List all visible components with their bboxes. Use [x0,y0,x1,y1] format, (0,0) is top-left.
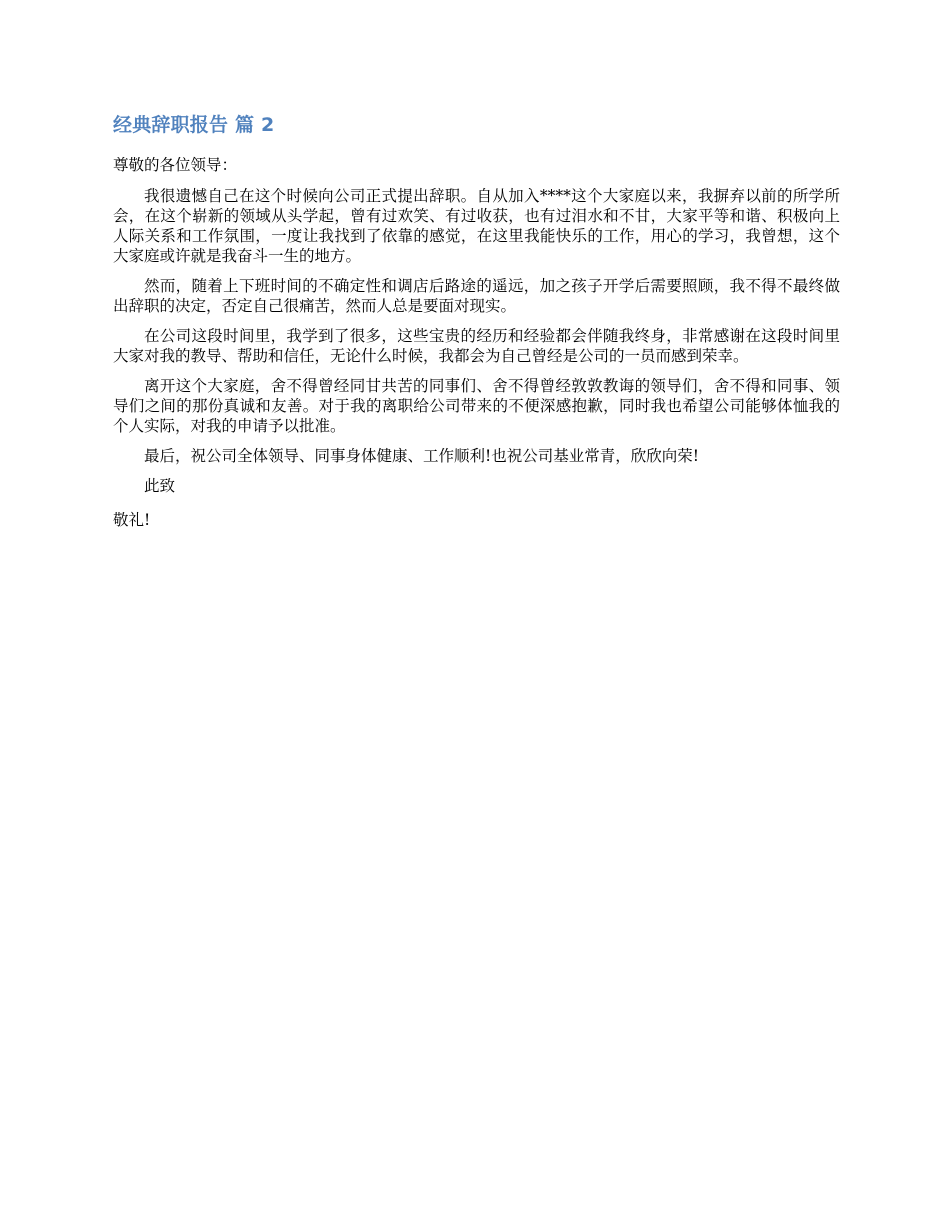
paragraph-5: 最后，祝公司全体领导、同事身体健康、工作顺利!也祝公司基业常青，欣欣向荣! [144,447,699,465]
closing: 此致 [144,477,176,495]
document-page [113,110,840,530]
document-title: 经典辞职报告 篇 2 [113,114,275,136]
paragraph-1: 我很遗憾自己在这个时候向公司正式提出辞职。自从加入****这个大家庭以来，我摒弃以前的所学所会，在这个崭新的领域从头学起，曾有过欢笑、有过收获，也有过泪水和不甘，大家平等和谐、积极向上人际关系和工作氛围，一度让我找到了依靠的感觉，在这里我能快乐的工作，用心的学习，我曾想，这个大家庭或许就是我奋斗一生的地方。 [113,187,840,265]
regards: 敬礼! [113,511,151,529]
paragraph-3: 在公司这段时间里，我学到了很多，这些宝贵的经历和经验都会伴随我终身，非常感谢在这段时间里大家对我的教导、帮助和信任，无论什么时候，我都会为自己曾经是公司的一员而感到荣幸。 [113,327,840,365]
paragraph-2: 然而，随着上下班时间的不确定性和调店后路途的遥远，加之孩子开学后需要照顾，我不得不最终做出辞职的决定，否定自己很痛苦，然而人总是要面对现实。 [113,277,840,315]
salutation: 尊敬的各位领导： [113,156,238,174]
paragraph-4: 离开这个大家庭，舍不得曾经同甘共苦的同事们、舍不得曾经敦敦教诲的领导们，舍不得和同事、领导们之间的那份真诚和友善。对于我的离职给公司带来的不便深感抱歉，同时我也希望公司能够体恤我的个人实际，对我的申请予以批准。 [113,377,840,435]
